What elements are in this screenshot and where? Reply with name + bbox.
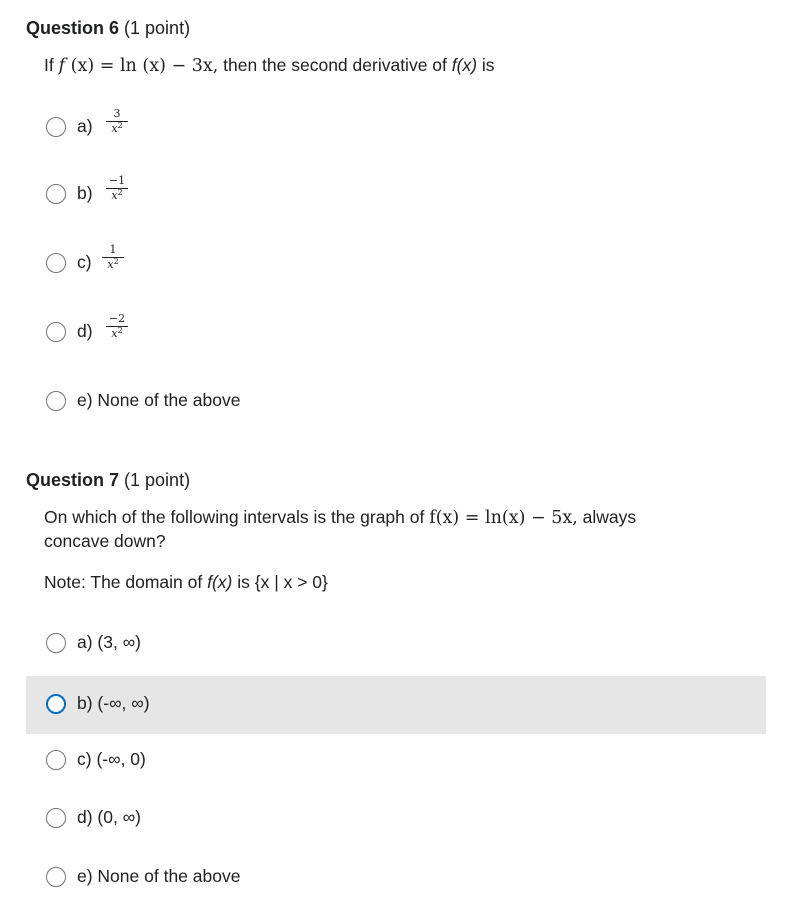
question-6-points: (1 point) [124,18,191,38]
q6-option-c[interactable] [26,235,766,293]
numerator: 1 [102,244,124,258]
prompt-text: On which of the following intervals is the graph of [44,507,430,527]
radio-button[interactable] [46,750,66,770]
radio-button[interactable] [46,694,66,714]
prompt-text: is [477,55,495,75]
option-label: c) (-∞, 0) [77,749,146,769]
question-6-heading [26,18,190,39]
question-6-prompt [44,54,495,78]
note-text: Note: The domain of [44,572,208,592]
q6-option-a[interactable] [26,99,766,157]
option-label: d) (0, ∞) [77,807,142,827]
fraction [102,244,124,271]
numerator: −2 [106,313,128,327]
radio-button[interactable] [46,808,66,828]
q7-option-c[interactable] [26,732,766,790]
denominator: $x^2$ [111,326,123,340]
denominator: $x^2$ [107,257,119,271]
option-label: a) (3, ∞) [77,632,142,652]
radio-button[interactable] [46,633,66,653]
q7-option-b[interactable] [26,676,766,734]
question-7-prompt [44,506,636,553]
radio-button[interactable] [46,867,66,887]
q7-option-a[interactable] [26,615,766,673]
radio-button[interactable] [46,117,66,137]
question-7-note [44,571,328,594]
fraction [106,108,128,135]
q7-option-e[interactable] [26,849,766,907]
q6-option-b[interactable] [26,166,766,224]
prompt-text: always [577,507,637,527]
math-f: f [58,56,66,76]
function-name: f(x) [207,572,233,592]
prompt-text: If [44,55,59,75]
math-expression: (x) = ln (x) − 3x, [65,56,219,76]
prompt-text: concave down? [44,531,166,551]
q6-option-e[interactable] [26,373,766,431]
option-label: a) [77,116,93,136]
question-7-heading [26,470,190,491]
question-7-points: (1 point) [124,470,191,490]
math-expression: f(x) = ln(x) − 5x, [429,508,578,528]
radio-button[interactable] [46,253,66,273]
radio-button[interactable] [46,184,66,204]
fraction [106,313,128,340]
function-name: f(x) [451,55,478,75]
fraction [106,175,128,202]
option-label: e) None of the above [77,866,241,886]
prompt-text: then the second derivative of [218,55,452,75]
option-label: b) [77,183,93,203]
option-label: d) [77,321,93,341]
question-6-title: Question 6 [26,18,120,38]
option-label: b) (-∞, ∞) [77,693,150,713]
q6-option-d[interactable] [26,304,766,362]
denominator: $x^2$ [111,121,123,135]
question-7-title: Question 7 [26,470,120,490]
option-label: c) [77,252,92,272]
radio-button[interactable] [46,391,66,411]
numerator: 3 [106,108,128,122]
q7-option-d[interactable] [26,790,766,848]
denominator: $x^2$ [111,188,123,202]
note-text: is {x | x > 0} [232,572,328,592]
option-label: e) None of the above [77,390,241,410]
numerator: −1 [106,175,128,189]
radio-button[interactable] [46,322,66,342]
